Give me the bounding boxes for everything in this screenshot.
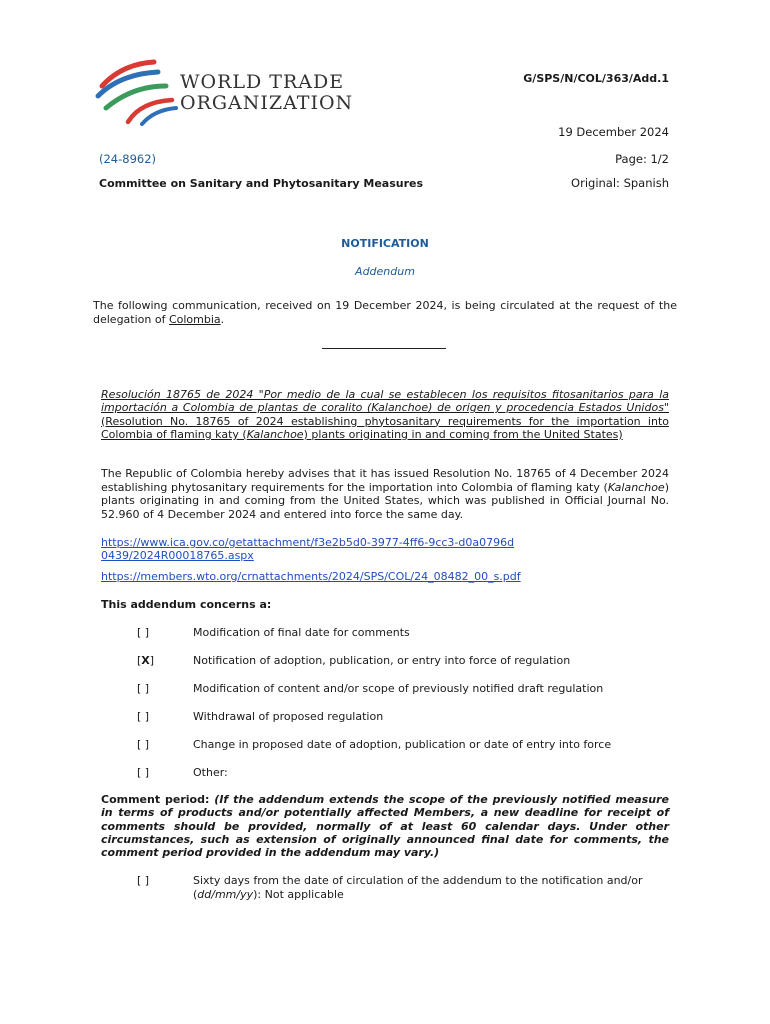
committee-name: Committee on Sanitary and Phytosanitary Measures (99, 177, 424, 190)
notification-heading: NOTIFICATION (341, 237, 429, 250)
sixty-days-value: ): Not applicable (253, 887, 344, 901)
checkbox-sixty-days[interactable]: [ ] (137, 874, 150, 887)
comment-period-text: (If the addendum extends the scope of the previously notified measure in terms of products and/or potentially affected Members, a new deadline for receipt of comments should be provided, normally of at least 60 calendar days. Under other circumstances, such as extension of originally announced final date for comments, the comment period provided in the addendum may vary.) (101, 793, 669, 860)
org-name-line1: WORLD TRADE (180, 71, 345, 93)
checkbox-withdrawal[interactable]: [ ] (137, 710, 150, 723)
intro-text: The following communication, received on 19 December 2024, is being circulated at the request of the delegation of (93, 299, 677, 326)
concerns-heading: This addendum concerns a: (101, 598, 272, 611)
document-number: (24-8962) (99, 152, 157, 166)
ica-attachment-link[interactable]: https://www.ica.gov.co/getattachment/f3e2b5d0-3977-4ff6-9cc3-d0a0796d0439/2024R00018765.aspx (101, 536, 515, 562)
org-name-line2: ORGANIZATION (180, 92, 354, 114)
checkbox-content-modification[interactable]: [ ] (137, 682, 150, 695)
description-text-end: ) plants originating in and coming from the United States, which was published in Official Journal No. 52.960 of 4 December 2024 and entered into force the same day. (101, 480, 669, 521)
description-italic: Kalanchoe (607, 480, 665, 494)
description-paragraph (101, 467, 669, 521)
checkbox-adoption-mark: [X] (137, 654, 155, 667)
comment-period-paragraph (101, 793, 669, 859)
page-indicator: Page: 1/2 (615, 152, 669, 166)
comment-period-label: Comment period: (101, 793, 210, 806)
document-date: 19 December 2024 (558, 125, 669, 139)
label-other: Other: (193, 766, 228, 779)
wto-attachment-link[interactable]: https://members.wto.org/crnattachments/2024/SPS/COL/24_08482_00_s.pdf (101, 570, 521, 583)
wto-wordmark (180, 72, 353, 114)
addendum-subheading: Addendum (355, 265, 415, 278)
checkbox-final-date[interactable]: [ ] (137, 626, 150, 639)
checkbox-adoption[interactable] (137, 654, 154, 667)
description-text: The Republic of Colombia hereby advises that it has issued Resolution No. 18765 of 4 December 2024 establishing phytosanitary requirements for the importation into Colombia of flaming katy ( (101, 467, 669, 494)
label-final-date: Modification of final date for comments (193, 626, 410, 639)
english-title-italic: Kalanchoe (246, 427, 304, 441)
original-language: Original: Spanish (571, 176, 669, 190)
english-title-end: ) plants originating in and coming from the United States) (303, 427, 623, 441)
document-symbol: G/SPS/N/COL/363/Add.1 (523, 72, 669, 85)
checkbox-date-change[interactable]: [ ] (137, 738, 150, 751)
intro-paragraph (93, 299, 677, 327)
sixty-days-label: Sixty days from the date of circulation of the addendum to the notification and/or ( (193, 874, 643, 901)
label-content-modification: Modification of content and/or scope of previously notified draft regulation (193, 682, 604, 695)
spanish-title: Resolución 18765 de 2024 "Por medio de la cual se establecen los requisitos fitosanitarios para la importación a Colombia de plantas de coralito (Kalanchoe) de origen y procedencia Estados Unidos" (101, 388, 669, 415)
divider (322, 348, 446, 349)
english-title: (Resolution No. 18765 of 2024 establishing phytosanitary requirements for the importation into Colombia of flaming katy ( (101, 414, 669, 441)
label-adoption: Notification of adoption, publication, or entry into force of regulation (193, 654, 571, 667)
sixty-days-text (193, 874, 669, 901)
resolution-title (101, 388, 669, 441)
checkbox-other[interactable]: [ ] (137, 766, 150, 779)
label-date-change: Change in proposed date of adoption, publication or date of entry into force (193, 738, 612, 751)
label-withdrawal: Withdrawal of proposed regulation (193, 710, 384, 723)
date-format: dd/mm/yy (197, 887, 254, 901)
intro-end: . (220, 313, 225, 326)
country-name: Colombia (168, 313, 221, 326)
